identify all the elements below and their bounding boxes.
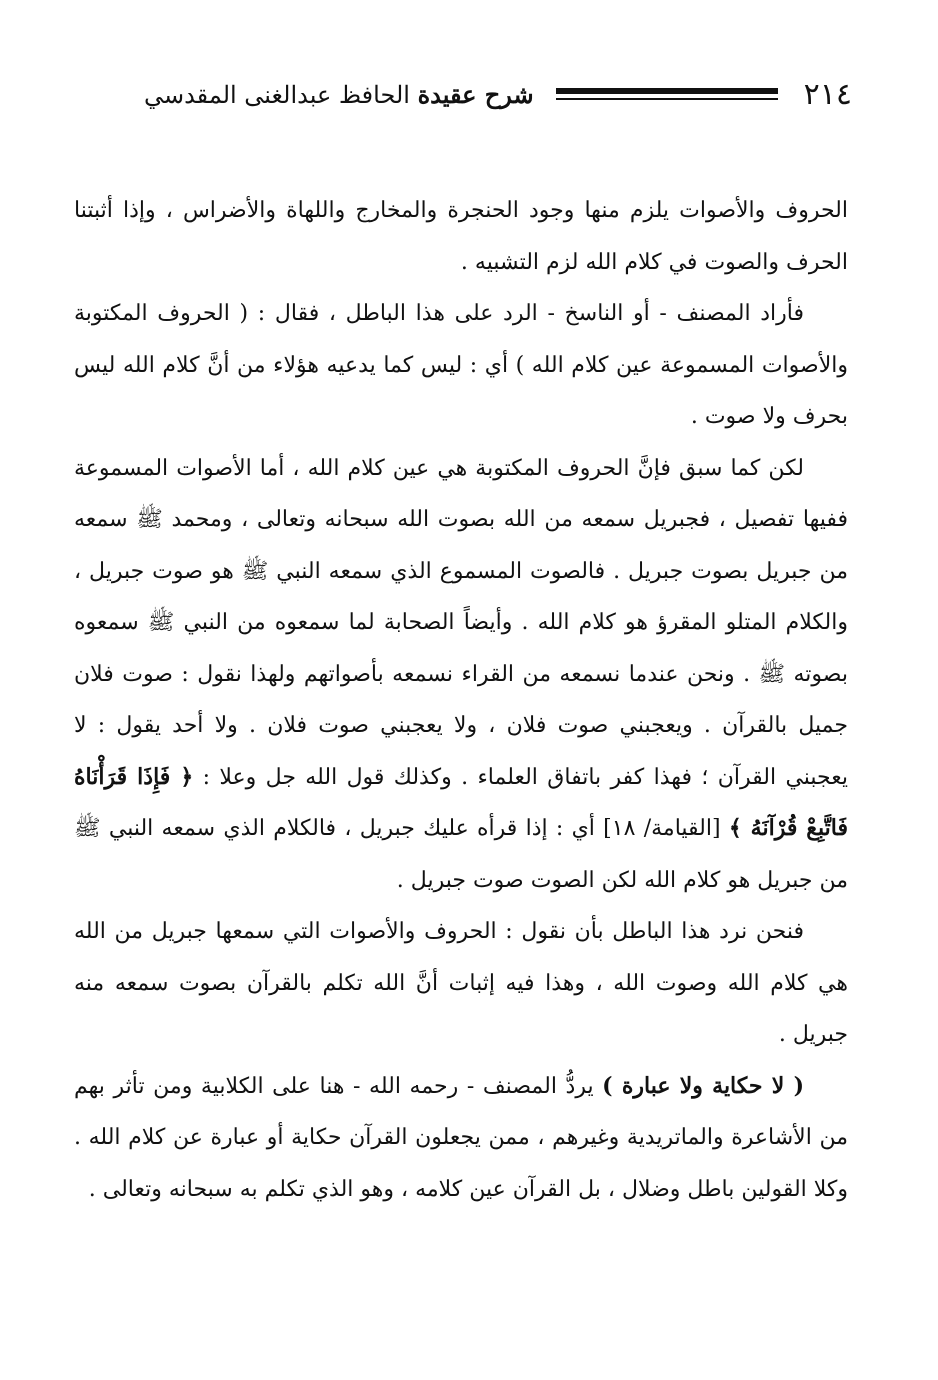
paragraph-3-text-a: لكن كما سبق فإنَّ الحروف المكتوبة هي عين كلام الله ، أما الأصوات المسموعة ففيها تفصيل ، فجبريل سمعه من الله بصوت الله سبحانه وتعالى ، ومحمد ﷺ سمعه من جبريل بصوت جبريل . فالصوت المسموع الذي سمعه النبي ﷺ هو صوت جبريل ، والكلام المتلو المقرؤ هو كلام الله . وأيضاً الصحابة لما سمعوه من النبي ﷺ سمعوه بصوته ﷺ . ونحن عندما نسمعه من القراء نسمعه بأصواتهم ولهذا نقول : صوت فلان جميل بالقرآن . ويعجبني صوت فلان ، ولا يعجبني صوت فلان . ولا أحد يقول : لا يعجبني القرآن ؛ فهذا كفر باتفاق العلماء . وكذلك قول الله جل وعلا : bbox=[74, 455, 848, 790]
header-rule bbox=[556, 88, 778, 100]
running-title-rest: الحافظ عبدالغنى المقدسي bbox=[143, 80, 418, 109]
matn-quote: ( لا حكاية ولا عبارة ) bbox=[602, 1072, 804, 1099]
paragraph-4: فنحن نرد هذا الباطل بأن نقول : الحروف والأصوات التي سمعها جبريل من الله هي كلام الله وصوت الله ، وهذا فيه إثبات أنَّ الله تكلم بالقرآن بصوت سمعه منه جبريل . bbox=[74, 919, 848, 1047]
running-title bbox=[144, 80, 534, 109]
paragraph-5-text: يردُّ المصنف - رحمه الله - هنا على الكلابية ومن تأثر بهم من الأشاعرة والماتريدية وغيرهم ، ممن يجعلون القرآن حكاية أو عبارة عن كلام الله . وكلا القولين باطل وضلال ، بل القرآن عين كلامه ، وهو الذي تكلم به سبحانه وتعالى . bbox=[74, 1073, 848, 1202]
paragraph-5 bbox=[74, 1061, 848, 1216]
quran-verse: ﴿ فَإِذَا قَرَأْنَاهُ فَاتَّبِعْ قُرْآنَهُ ﴾ bbox=[74, 763, 848, 841]
paragraph-2: فأراد المصنف - أو الناسخ - الرد على هذا الباطل ، فقال : ( الحروف المكتوبة والأصوات المسموعة عين كلام الله ) أي : ليس كما يدعيه هؤلاء من أنَّ كلام الله ليس بحرف ولا صوت . bbox=[74, 301, 848, 429]
page-header bbox=[30, 72, 852, 116]
page-number: ٢١٤ bbox=[803, 76, 852, 112]
header-rule-thick bbox=[556, 88, 778, 94]
paragraph-3 bbox=[74, 443, 848, 907]
running-title-bold: شرح عقيدة bbox=[417, 79, 534, 109]
header-rule-thin bbox=[556, 98, 778, 100]
paragraph-1: الحروف والأصوات يلزم منها وجود الحنجرة والمخارج واللهاة والأضراس ، وإذا أثبتنا الحرف والصوت في كلام الله لزم التشبيه . bbox=[74, 198, 848, 275]
paragraph-3-text-b: [القيامة/ ١٨] أي : إذا قرأه عليك جبريل ، فالكلام الذي سمعه النبي ﷺ من جبريل هو كلام الله لكن الصوت صوت جبريل . bbox=[74, 816, 848, 893]
page-body bbox=[74, 185, 848, 1215]
